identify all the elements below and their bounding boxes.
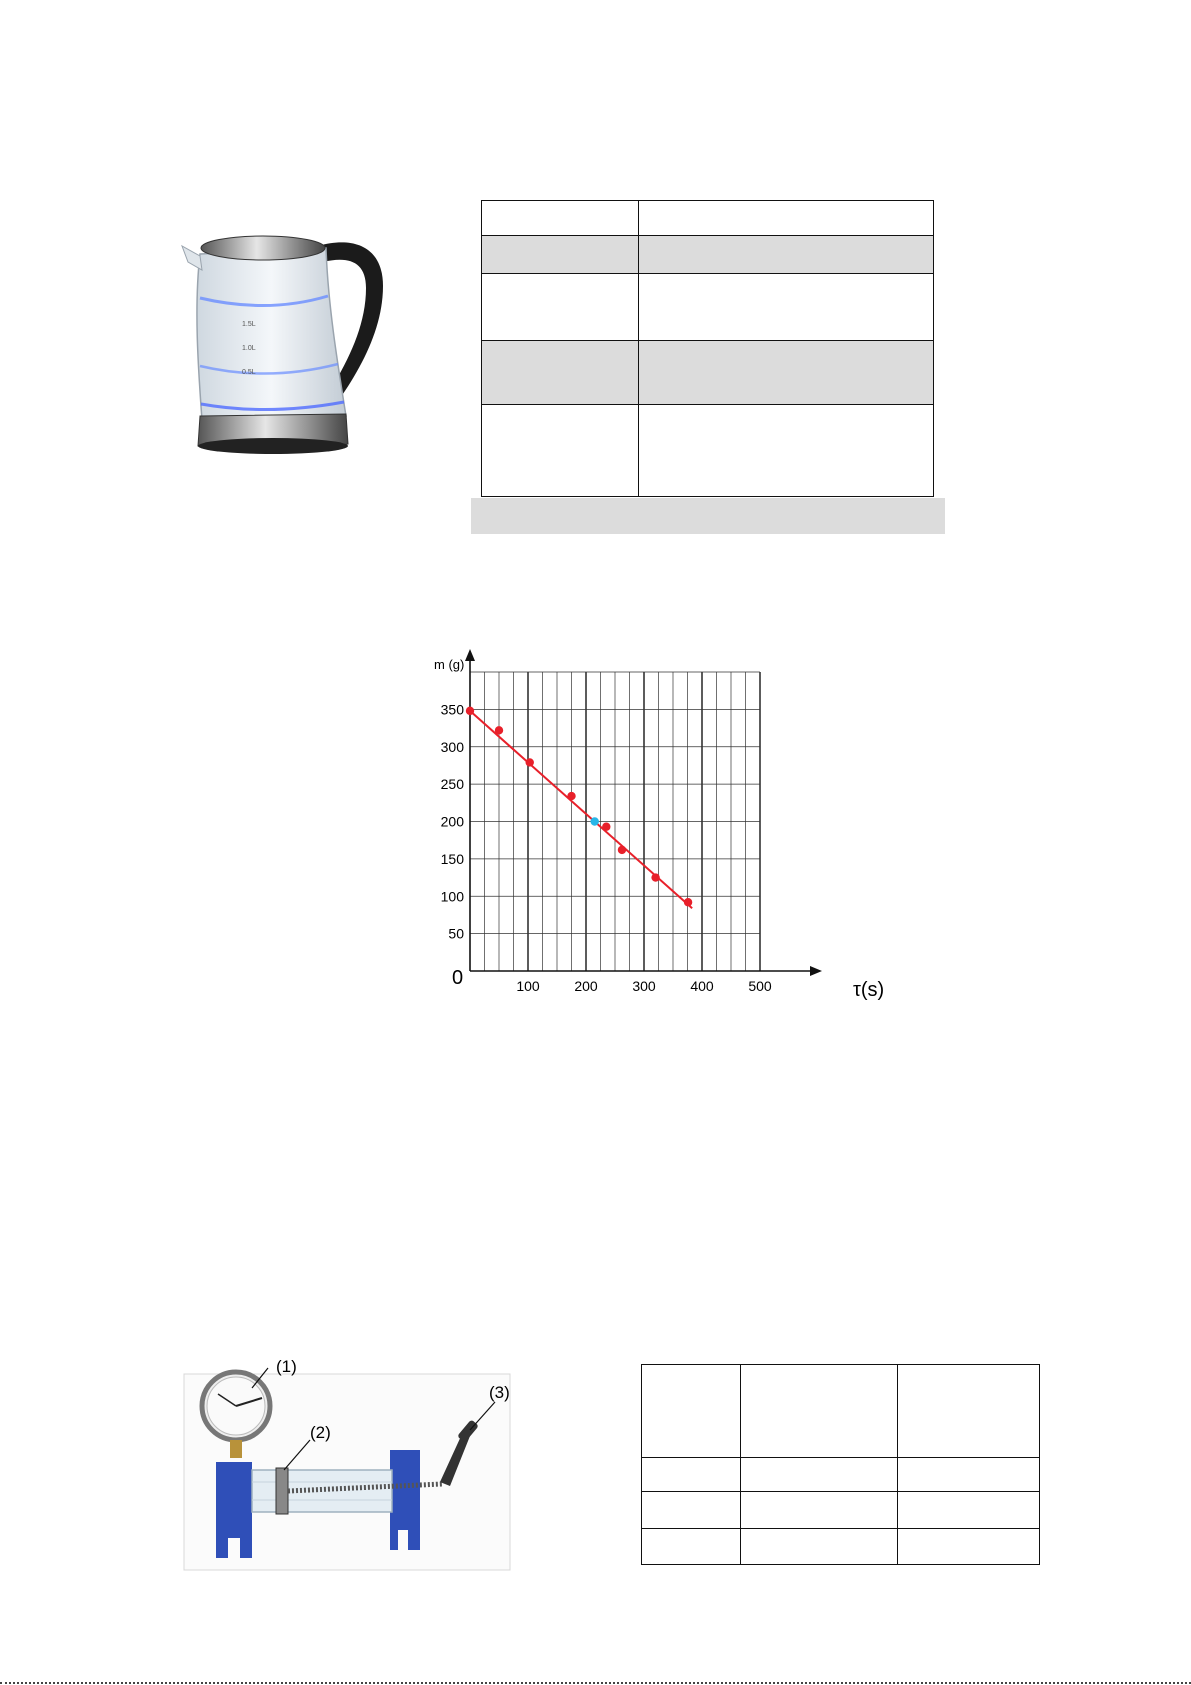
- spec-label: [482, 274, 639, 341]
- kettle-mark-1-5: 1.5L: [242, 321, 256, 328]
- table-cell: [898, 1365, 1040, 1458]
- table-cell: [741, 1365, 898, 1458]
- table-cell: [898, 1492, 1040, 1529]
- table-cell: [741, 1529, 898, 1565]
- table-cell: [642, 1529, 741, 1565]
- data-point: [651, 873, 659, 881]
- spec-row: [482, 341, 934, 405]
- table-cell: [642, 1365, 741, 1458]
- spec-value: [639, 274, 934, 341]
- data-point: [602, 823, 610, 831]
- chart-tick-labels: [441, 701, 772, 994]
- table-row: [642, 1458, 1040, 1492]
- spec-label: [482, 341, 639, 405]
- table-cell: [741, 1458, 898, 1492]
- data-point: [466, 707, 474, 715]
- spec-label: [482, 201, 639, 236]
- x-tick-label: 400: [690, 978, 714, 994]
- y-tick-label: 200: [440, 813, 464, 830]
- table-row: [642, 1365, 1040, 1458]
- spec-value: [639, 341, 934, 405]
- data-point: [526, 758, 534, 766]
- apparatus-label-2: (2): [310, 1423, 331, 1442]
- table-cell: [642, 1492, 741, 1529]
- table-row: [642, 1492, 1040, 1529]
- x-axis-label: τ(s): [853, 979, 885, 1001]
- data-point: [684, 898, 692, 906]
- spec-value: [639, 201, 934, 236]
- spec-table: [481, 200, 934, 497]
- spec-value: [639, 405, 934, 497]
- data-point: [591, 817, 599, 825]
- spec-label: [482, 405, 639, 497]
- y-tick-label: 50: [448, 925, 464, 942]
- spec-row: [482, 201, 934, 236]
- x-tick-label: 500: [748, 978, 772, 994]
- x-tick-label: 200: [574, 978, 598, 994]
- apparatus-label-1: (1): [276, 1358, 297, 1376]
- apparatus-label-3: (3): [489, 1383, 510, 1402]
- bottom-dotted-rule: [0, 1682, 1191, 1684]
- spec-row: [482, 236, 934, 274]
- kettle-mark-0-5: 0.5L: [242, 369, 256, 376]
- kettle-mark-1-0: 1.0L: [242, 345, 256, 352]
- table-row: [642, 1529, 1040, 1565]
- data-point: [495, 726, 503, 734]
- table-cell: [898, 1529, 1040, 1565]
- spec-row: [482, 405, 934, 497]
- data-table: [641, 1364, 1040, 1565]
- x-tick-label: 300: [632, 978, 656, 994]
- apparatus-image: [180, 1358, 516, 1572]
- table-cell: [741, 1492, 898, 1529]
- spec-value: [639, 236, 934, 274]
- y-tick-label: 350: [440, 701, 464, 718]
- y-tick-label: 300: [440, 738, 464, 755]
- chart-grid: [470, 672, 760, 971]
- x-tick-label: 100: [516, 978, 540, 994]
- data-point: [567, 792, 575, 800]
- spec-table-footer: [471, 498, 945, 534]
- y-tick-label: 150: [440, 850, 464, 867]
- table-cell: [898, 1458, 1040, 1492]
- y-tick-label: 100: [440, 888, 464, 905]
- origin-label: 0: [452, 967, 464, 989]
- y-tick-label: 250: [440, 776, 464, 793]
- table-cell: [642, 1458, 741, 1492]
- data-point: [618, 846, 626, 854]
- mass-time-chart: [420, 645, 900, 1015]
- kettle-image: [178, 226, 398, 476]
- spec-row: [482, 274, 934, 341]
- x-axis-arrow: [810, 966, 822, 976]
- y-axis-arrow: [465, 649, 475, 661]
- spec-label: [482, 236, 639, 274]
- y-axis-label: m (g): [434, 657, 465, 672]
